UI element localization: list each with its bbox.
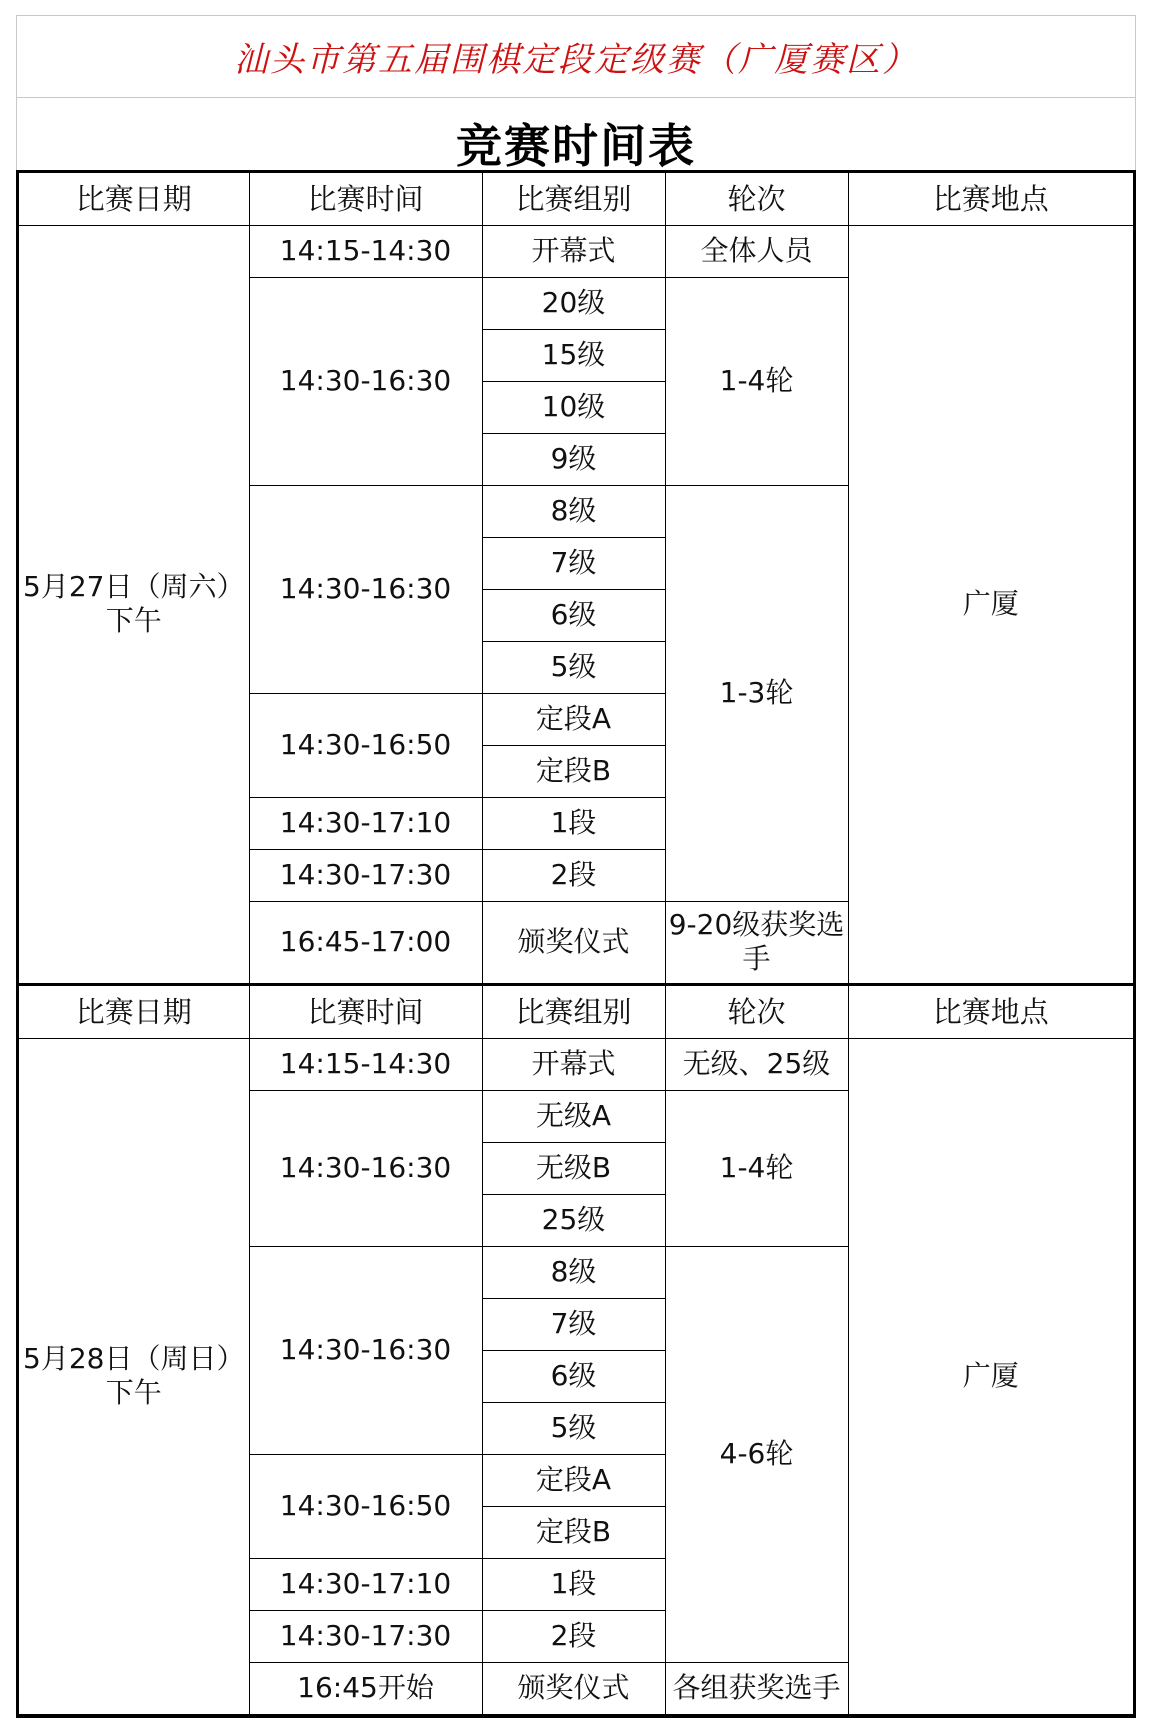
- round-cell: 1-4轮: [665, 277, 848, 485]
- round-cell: 1-3轮: [665, 485, 848, 901]
- document-title: 汕头市第五届围棋定段定级赛（广厦赛区）: [16, 15, 1136, 98]
- time-cell: 14:30-16:30: [249, 485, 482, 693]
- group-cell: 2段: [482, 849, 665, 901]
- table-row: [19, 225, 1133, 277]
- group-cell: 颁奖仪式: [482, 901, 665, 983]
- date-cell: [19, 225, 249, 983]
- group-cell: 20级: [482, 277, 665, 329]
- group-cell: 1段: [482, 797, 665, 849]
- group-cell: 颁奖仪式: [482, 1662, 665, 1714]
- group-cell: 7级: [482, 537, 665, 589]
- group-cell: 8级: [482, 485, 665, 537]
- group-cell: 2段: [482, 1610, 665, 1662]
- date-line: 5月27日（周六）: [23, 570, 245, 603]
- group-cell: 9级: [482, 433, 665, 485]
- header-date: 比赛日期: [19, 986, 249, 1038]
- group-cell: 6级: [482, 589, 665, 641]
- time-cell: 14:15-14:30: [249, 1038, 482, 1090]
- group-cell: 无级B: [482, 1142, 665, 1194]
- time-cell: 14:30-16:50: [249, 693, 482, 797]
- day2-block: [16, 983, 1136, 1718]
- time-cell: 14:30-17:10: [249, 797, 482, 849]
- header-row: [19, 173, 1133, 225]
- group-cell: 定段B: [482, 745, 665, 797]
- header-row: [19, 986, 1133, 1038]
- day2-table: [19, 986, 1133, 1715]
- group-cell: 开幕式: [482, 1038, 665, 1090]
- round-cell: 各组获奖选手: [665, 1662, 848, 1714]
- group-cell: 10级: [482, 381, 665, 433]
- header-time: 比赛时间: [249, 986, 482, 1038]
- time-cell: 14:30-16:30: [249, 277, 482, 485]
- round-cell: 1-4轮: [665, 1090, 848, 1246]
- group-cell: 开幕式: [482, 225, 665, 277]
- group-cell: 7级: [482, 1298, 665, 1350]
- table-row: [19, 1038, 1133, 1090]
- group-cell: 定段B: [482, 1506, 665, 1558]
- venue-cell: 广厦: [848, 1038, 1133, 1714]
- group-cell: 定段A: [482, 1454, 665, 1506]
- header-round: 轮次: [665, 986, 848, 1038]
- group-cell: 无级A: [482, 1090, 665, 1142]
- time-cell: 14:30-16:50: [249, 1454, 482, 1558]
- venue-cell: 广厦: [848, 225, 1133, 983]
- header-time: 比赛时间: [249, 173, 482, 225]
- group-cell: 8级: [482, 1246, 665, 1298]
- header-venue: 比赛地点: [848, 173, 1133, 225]
- time-cell: 14:30-16:30: [249, 1246, 482, 1454]
- time-cell: 14:30-17:30: [249, 849, 482, 901]
- round-cell: 9-20级获奖选手: [665, 901, 848, 983]
- header-group: 比赛组别: [482, 986, 665, 1038]
- period-line: 下午: [105, 604, 162, 637]
- round-cell: 全体人员: [665, 225, 848, 277]
- group-cell: 5级: [482, 641, 665, 693]
- time-cell: 16:45开始: [249, 1662, 482, 1714]
- time-cell: 14:15-14:30: [249, 225, 482, 277]
- group-cell: 1段: [482, 1558, 665, 1610]
- period-line: 下午: [105, 1376, 162, 1409]
- group-cell: 5级: [482, 1402, 665, 1454]
- day1-block: [16, 170, 1136, 984]
- group-cell: 6级: [482, 1350, 665, 1402]
- group-cell: 25级: [482, 1194, 665, 1246]
- group-cell: 定段A: [482, 693, 665, 745]
- time-cell: 14:30-16:30: [249, 1090, 482, 1246]
- round-cell: 4-6轮: [665, 1246, 848, 1662]
- date-cell: [19, 1038, 249, 1714]
- time-cell: 14:30-17:30: [249, 1610, 482, 1662]
- time-cell: 14:30-17:10: [249, 1558, 482, 1610]
- date-line: 5月28日（周日）: [23, 1342, 245, 1375]
- schedule-heading: 竞赛时间表: [16, 98, 1136, 188]
- header-date: 比赛日期: [19, 173, 249, 225]
- round-cell: 无级、25级: [665, 1038, 848, 1090]
- group-cell: 15级: [482, 329, 665, 381]
- header-venue: 比赛地点: [848, 986, 1133, 1038]
- day1-table: [19, 173, 1133, 984]
- time-cell: 16:45-17:00: [249, 901, 482, 983]
- header-round: 轮次: [665, 173, 848, 225]
- header-group: 比赛组别: [482, 173, 665, 225]
